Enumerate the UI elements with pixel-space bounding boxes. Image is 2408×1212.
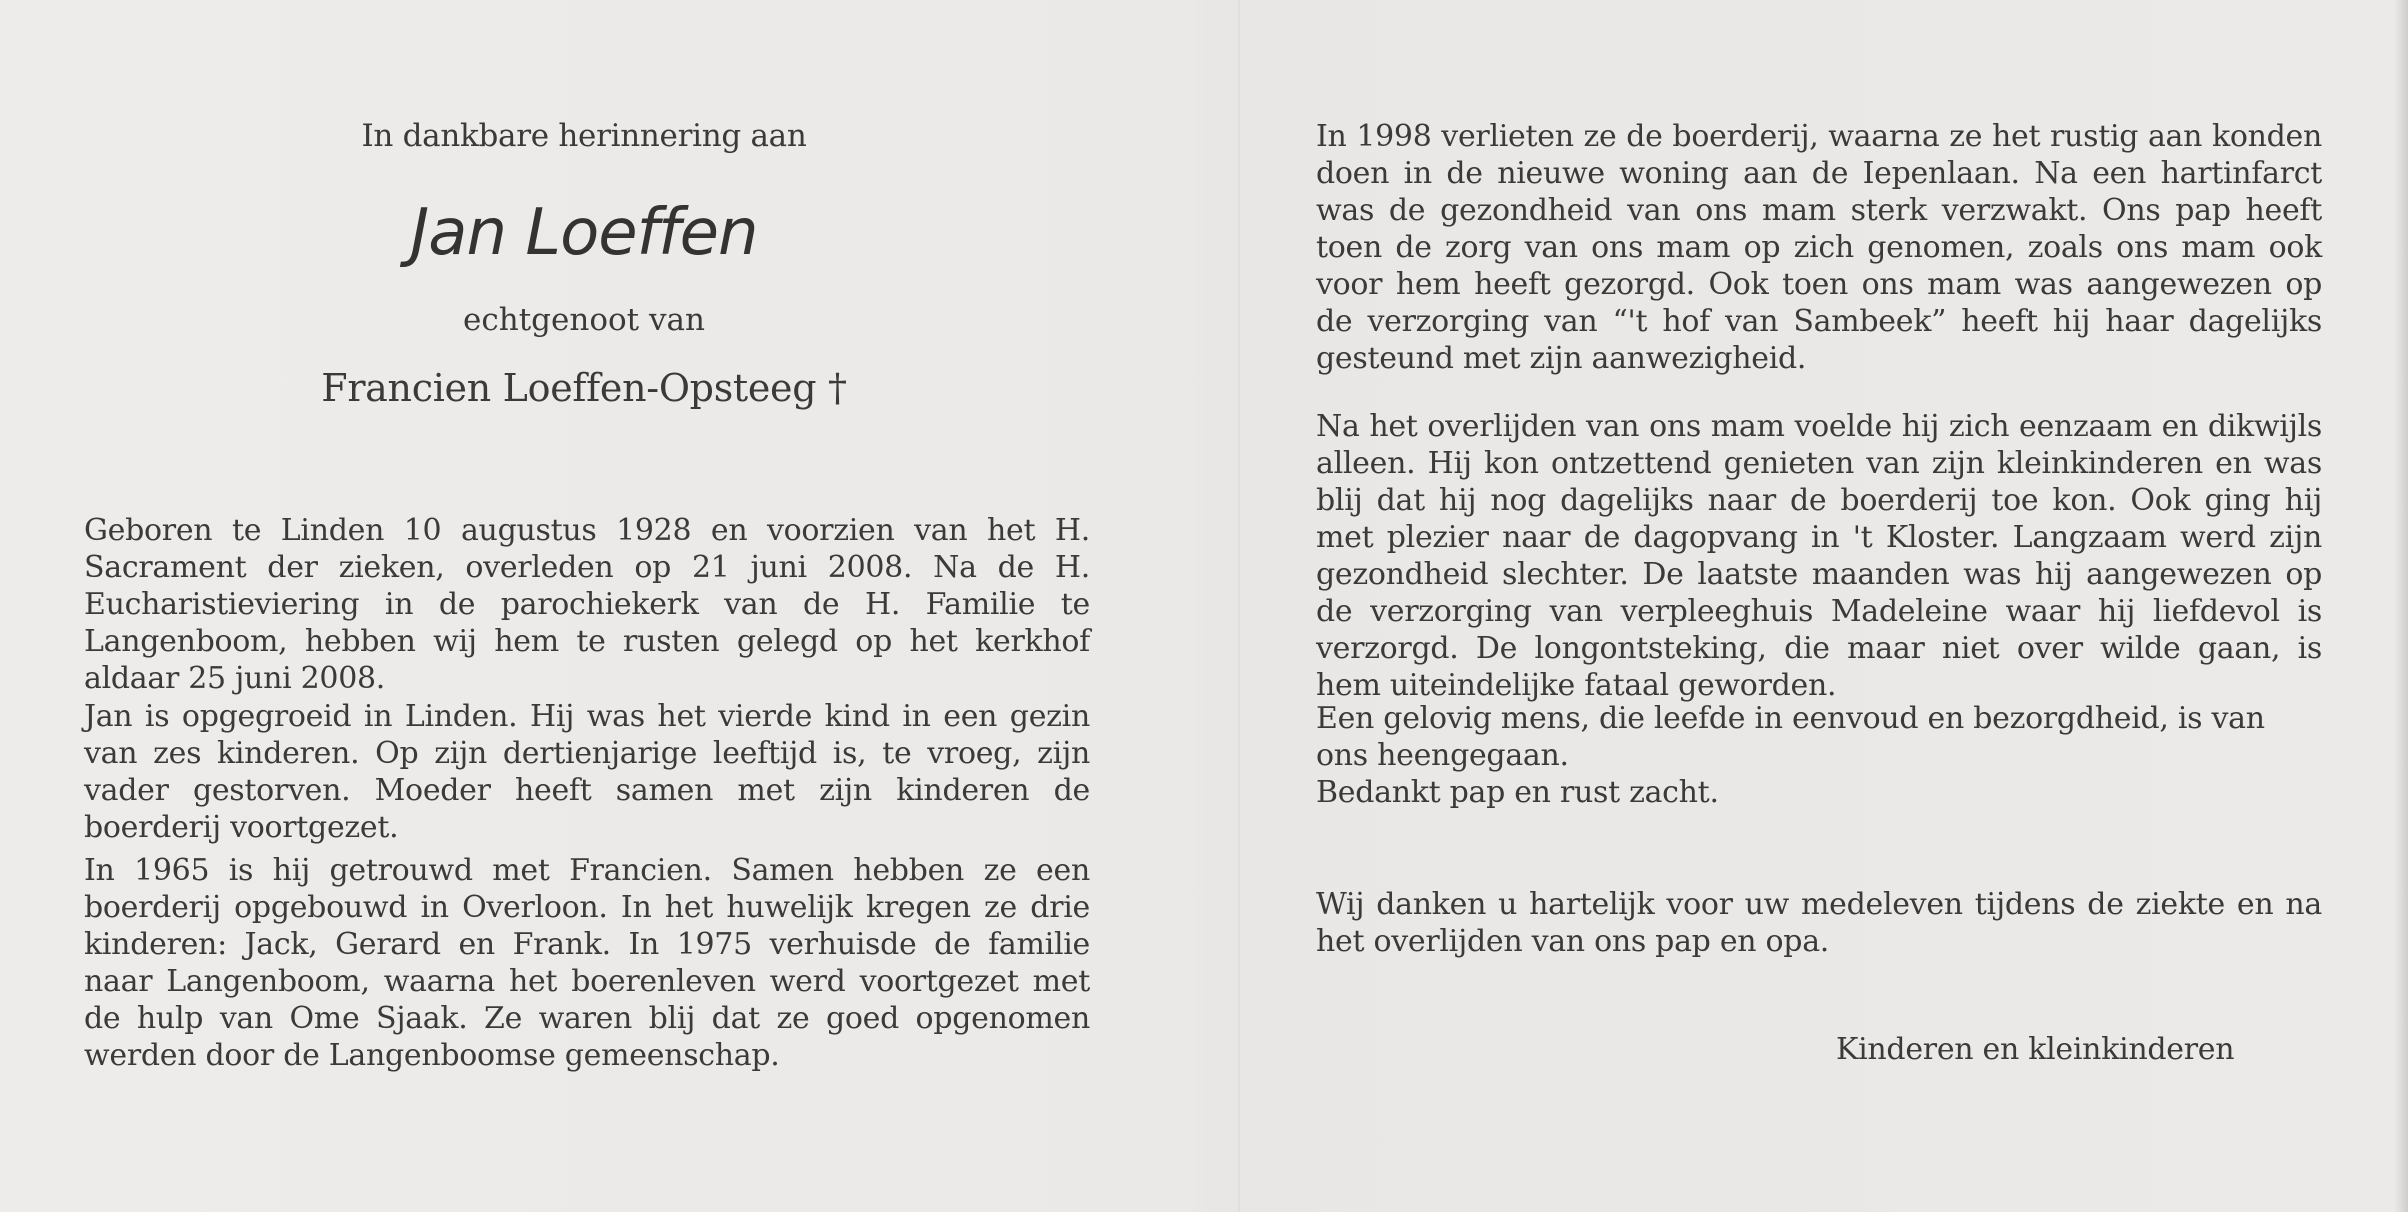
card-fold-line xyxy=(1238,0,1240,1212)
paragraph-farewell: Bedankt pap en rust zacht. xyxy=(1316,775,1719,810)
paragraph-final-years: Na het overlijden van ons mam voelde hij zich eenzaam en dikwijls alleen. Hij kon ontzettend genieten van zijn kleinkinderen en was blij dat hij nog dagelijks naar de boerderij toe kon. Ook ging hij met plezier naar de dagopvang in 't Kloster. Langzaam werd zijn gezondheid slechter. De laatste maanden was hij aangewezen op de verzorging van verpleeghuis Madeleine waar hij liefdevol is verzorgd. De longontsteking, die maar niet over wilde gaan, is hem uiteindelijke fataal geworden. xyxy=(1316,409,2322,703)
card-edge-shadow xyxy=(2394,0,2408,1212)
deceased-name: Jan Loeffen xyxy=(410,196,758,270)
paragraph-birth-death: Geboren te Linden 10 augustus 1928 en voorzien van het H. Sacrament der zieken, overleden op 21 juni 2008. Na de H. Eucharistieviering in de parochiekerk van de H. Familie te Langenboom, hebben wij hem te rusten gelegd op het kerkhof aldaar 25 juni 2008. xyxy=(84,513,1090,696)
spouse-name: Francien Loeffen-Opsteeg † xyxy=(321,366,847,410)
paragraph-marriage: In 1965 is hij getrouwd met Francien. Samen hebben ze een boerderij opgebouwd in Overloon. In het huwelijk kregen ze drie kinderen: Jack, Gerard en Frank. In 1975 verhuisde de familie naar Langenboom, waarna het boerenleven werd voortgezet met de hulp van Ome Sjaak. Ze waren blij dat ze goed opgenomen werden door de Langenboomse gemeenschap. xyxy=(84,853,1090,1073)
intro-text: In dankbare herinnering aan xyxy=(361,118,807,154)
signature: Kinderen en kleinkinderen xyxy=(1836,1032,2235,1067)
paragraph-youth: Jan is opgegroeid in Linden. Hij was het vierde kind in een gezin van zes kinderen. Op zijn dertienjarige leeftijd is, te vroeg, zijn vader gestorven. Moeder heeft samen met zijn kinderen de boerderij voortgezet. xyxy=(84,699,1090,845)
paragraph-faithful: Een gelovig mens, die leefde in eenvoud en bezorgdheid, is van ons heengegaan. xyxy=(1316,701,2265,773)
left-panel xyxy=(84,0,1094,1212)
paragraph-later-years: In 1998 verlieten ze de boerderij, waarna ze het rustig aan konden doen in de nieuwe woning aan de Iepenlaan. Na een hartinfarct was de gezondheid van ons mam sterk verzwakt. Ons pap heeft toen de zorg van ons mam op zich genomen, zoals ons mam ook voor hem heeft gezorgd. Ook toen ons mam was aangewezen op de verzorging van “'t hof van Sambeek” heeft hij haar dagelijks gesteund met zijn aanwezigheid. xyxy=(1316,119,2322,376)
right-panel xyxy=(1316,0,2326,1212)
paragraph-thanks: Wij danken u hartelijk voor uw medeleven tijdens de ziekte en na het overlijden van ons pap en opa. xyxy=(1316,887,2322,959)
spouse-label: echtgenoot van xyxy=(463,302,705,338)
